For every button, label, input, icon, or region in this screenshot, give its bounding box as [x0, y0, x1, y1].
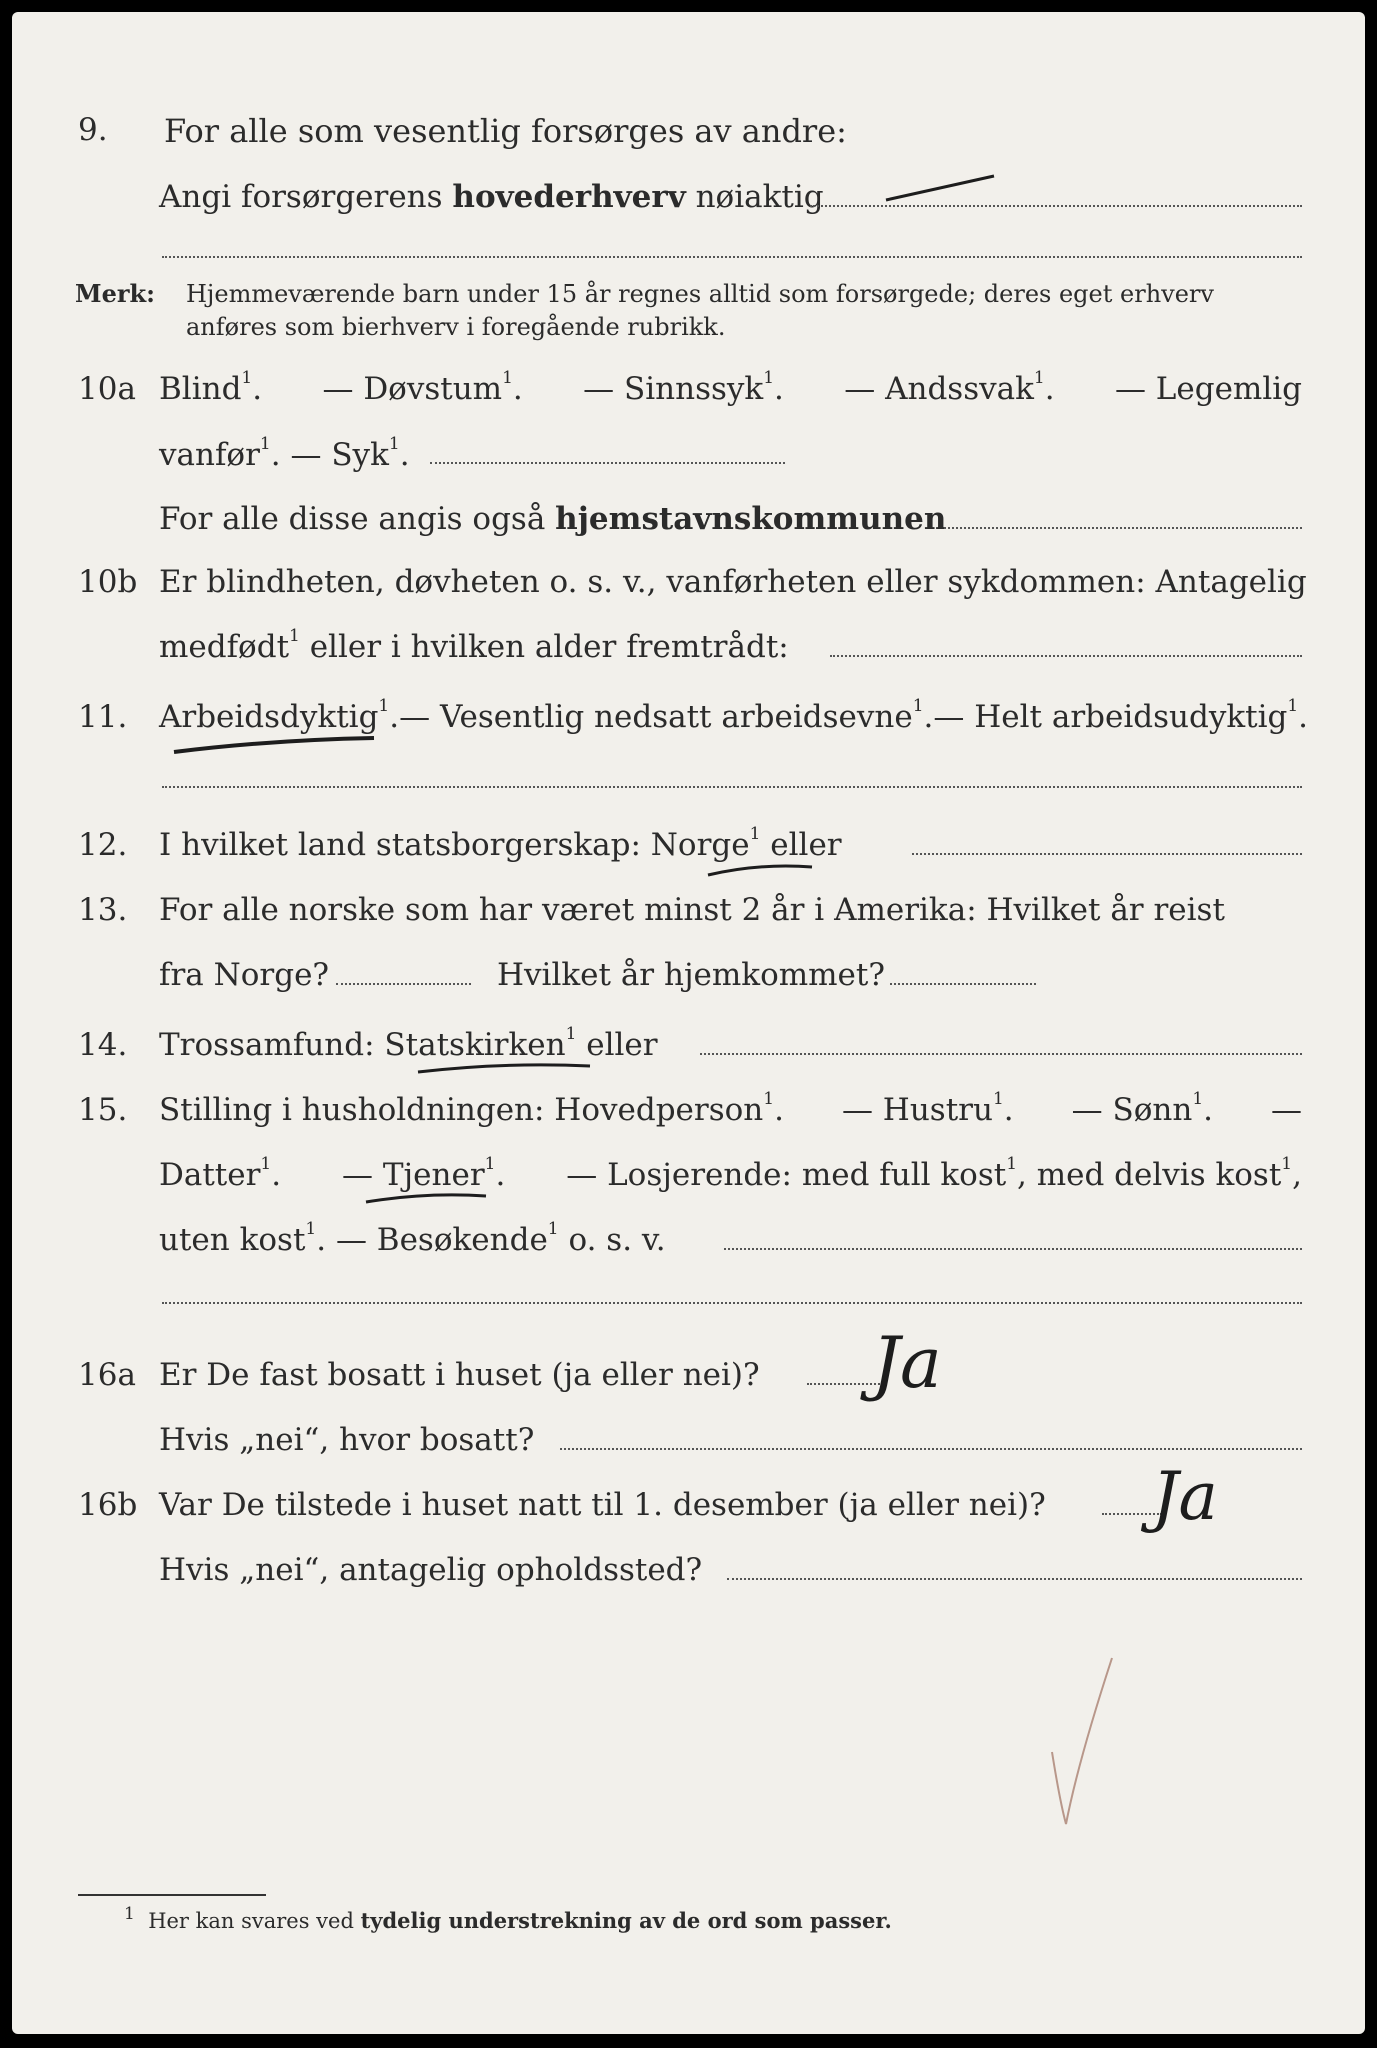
question-11-text: Arbeidsdyktig$^1$. — Vesentlig nedsatt arbeidsevne$^1$. — Helt arbeidsudyktig$^1$. [159, 696, 1309, 735]
footnote-rule [78, 1894, 266, 1896]
question-16b-line-1: Var De tilstede i huset natt til 1. desember (ja eller nei)? [159, 1487, 1046, 1523]
question-16a-number: 16a [78, 1357, 136, 1393]
footnote-text: $^1$ Her kan svares ved tydelig understrekning av de ord som passer. [124, 1904, 892, 1933]
question-10b-line-1: Er blindheten, døvheten o. s. v., vanførheten eller sykdommen: Antagelig [159, 564, 1307, 600]
pencil-check-mark [1032, 1652, 1122, 1832]
handwritten-underline-statskirken [414, 1058, 594, 1078]
question-16a-line-2: Hvis „nei“, hvor bosatt? [159, 1422, 535, 1458]
answer-line-q16b-where [727, 1578, 1302, 1580]
answer-line-q15-extra [162, 1302, 1302, 1304]
question-13-line-2a: fra Norge? [159, 957, 330, 993]
handwritten-underline-tjener [362, 1188, 490, 1208]
question-15-line-2: Datter$^1$. — Tjener$^1$. — Losjerende: med full kost$^1$, med delvis kost$^1$, [159, 1154, 1302, 1193]
question-9-subtext: Angi forsørgerens hovederhverv nøiaktig [159, 179, 824, 215]
answer-line-q15 [724, 1248, 1302, 1250]
handwritten-dash-mark [882, 170, 1002, 206]
handwritten-answer-16a: Ja [872, 1322, 942, 1404]
question-10a-line-3: For alle disse angis også hjemstavnskommunen [159, 501, 947, 537]
question-15-line-1: Stilling i husholdningen: Hovedperson$^1$. — Hustru$^1$. — Sønn$^1$. — [159, 1089, 1302, 1128]
question-11-number: 11. [78, 699, 128, 735]
handwritten-underline-arbeidsdyktig [170, 734, 380, 758]
note-label: Merk: [75, 279, 155, 308]
handwritten-answer-16b: Ja [1152, 1458, 1218, 1535]
answer-line-q13-year-left [336, 983, 471, 985]
question-12-text: I hvilket land statsborgerskap: Norge$^1$ eller [159, 824, 842, 863]
question-15-number: 15. [78, 1092, 128, 1128]
answer-line-q14 [700, 1053, 1302, 1055]
handwritten-underline-norge [704, 857, 816, 881]
question-16b-number: 16b [78, 1487, 138, 1523]
question-9-number: 9. [78, 112, 108, 148]
note-line-2: anføres som bierhverv i foregående rubrikk. [186, 313, 726, 341]
answer-line-q11 [162, 786, 1302, 788]
answer-line-q10a [430, 462, 785, 464]
question-13-number: 13. [78, 892, 128, 928]
question-10a-number: 10a [78, 371, 136, 407]
question-9-text: For alle som vesentlig forsørges av andre: [164, 112, 847, 150]
question-13-line-1: For alle norske som har været minst 2 år i Amerika: Hvilket år reist [159, 892, 1225, 928]
answer-line-q13-year-returned [890, 983, 1036, 985]
answer-line-q16a-where [560, 1448, 1302, 1450]
question-14-text: Trossamfund: Statskirken$^1$ eller [159, 1024, 658, 1063]
note-line-1: Hjemmeværende barn under 15 år regnes alltid som forsørgede; deres eget erhverv [186, 280, 1214, 308]
question-15-line-3: uten kost$^1$. — Besøkende$^1$ o. s. v. [159, 1219, 666, 1258]
question-16a-line-1: Er De fast bosatt i huset (ja eller nei)? [159, 1357, 760, 1393]
question-13-line-2b: Hvilket år hjemkommet? [497, 957, 885, 993]
question-10b-line-2: medfødt$^1$ eller i hvilken alder fremtrådt: [159, 626, 789, 665]
question-16b-line-2: Hvis „nei“, antagelig opholdssted? [159, 1552, 703, 1588]
question-12-number: 12. [78, 827, 128, 863]
answer-line-q10a-home [944, 527, 1302, 529]
question-14-number: 14. [78, 1027, 128, 1063]
answer-line-q12 [912, 853, 1302, 855]
answer-line-q9-extra [162, 256, 1302, 258]
question-10a-line-2: vanfør$^1$. — Syk$^1$. [159, 434, 410, 473]
census-form-page [12, 12, 1365, 2034]
question-10a-line-1: Blind$^1$. — Døvstum$^1$. — Sinnssyk$^1$. — Andssvak$^1$. — Legemlig [159, 368, 1302, 407]
question-10b-number: 10b [78, 564, 138, 600]
answer-line-q10b [830, 655, 1302, 657]
